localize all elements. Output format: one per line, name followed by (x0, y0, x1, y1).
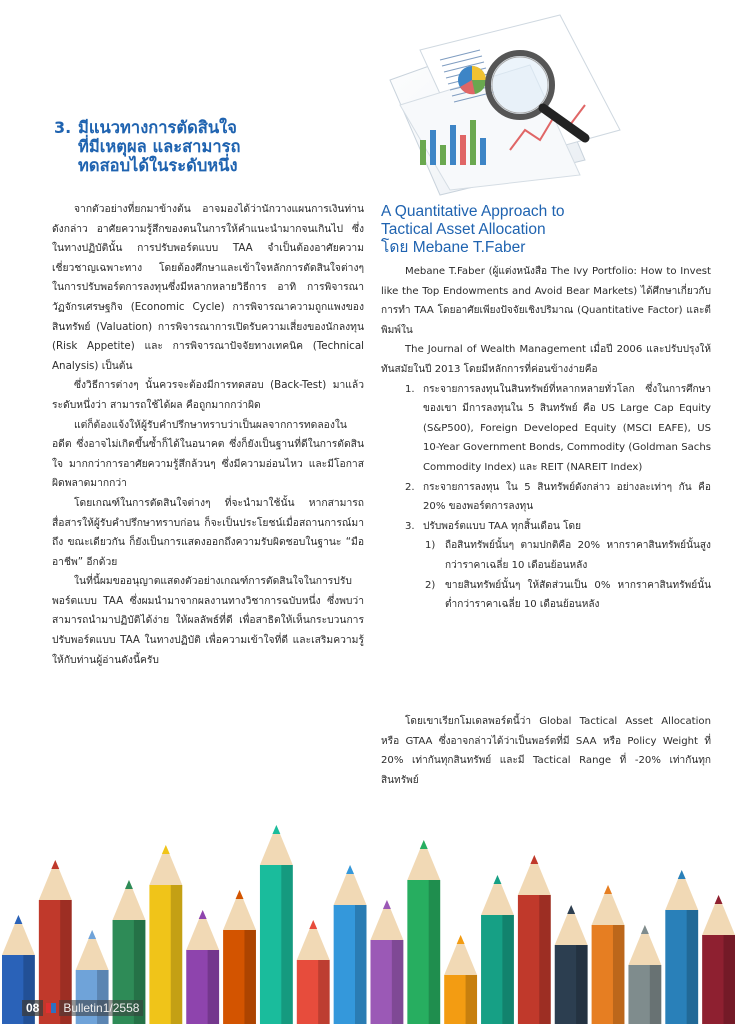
pencil-icon (628, 925, 661, 1024)
section-title-line: ทดสอบได้ในระดับหนึ่ง (78, 156, 238, 175)
pencil-icon (334, 865, 367, 1024)
list-text: กระจายการลงทุน ใน 5 สินทรัพย์ดังกล่าว อย่างละเท่าๆ กัน คือ 20% ของพอร์ตการลงทุน (423, 481, 711, 513)
list-number: 3. (405, 520, 415, 532)
pencil-icon (149, 845, 182, 1024)
pencil-icon (555, 905, 588, 1024)
list-item (381, 380, 711, 478)
body-paragraph: โดยเกณฑ์ในการตัดสินใจต่างๆ ที่จะนำมาใช้นั้น หากสามารถสื่อสารให้ผู้รับคำปรึกษาทราบก่อน ก็จะเป็นประโยชน์เมื่อสถานการณ์มาถึง ขณะเดียวกัน ก็ยังเป็นการแสดงออกถึงความรับผิดชอบในฐานะ “มืออาชีพ” อีกด้วย (52, 496, 364, 568)
body-paragraph: จากตัวอย่างที่ยกมาข้างต้น อาจมองได้ว่านักวางแผนการเงินท่านดังกล่าว อาศัยความรู้สึกของตนในการให้คำแนะนำมากจนเกินไป ซึ่งในทางปฏิบัตินั้น การปรับพอร์ตแบบ TAA จำเป็นต้องอาศัยความเชี่ยวชาญเฉพาะทาง โดยต้องศึกษาและเข้าใจหลักการตัดสินใจต่างๆ ในการปรับพอร์ตการลงทุนซึ่งมีหลากหลายวิธีการ อาทิ การพิจารณาวัฏจักรเศรษฐกิจ (Economic Cycle) การพิจารณาความถูกแพงของสินทรัพย์ (Valuation) การพิจารณาการเปิดรับความเสี่ยงของนักลงทุน (Risk Appetite) และ การพิจารณาปัจจัยทางเทคนิค (Technical Analysis) เป็นต้น (52, 203, 364, 372)
charts-magnifier-illustration (380, 10, 635, 200)
sub-list-text: ขายสินทรัพย์นั้นๆ ให้สัดส่วนเป็น 0% หากราคาสินทรัพย์นั้นต่ำกว่าราคาเฉลี่ย 10 เดือนย้อนหลัง (445, 579, 711, 611)
list-item (381, 478, 711, 517)
sub-list-item (381, 576, 711, 615)
body-paragraph: ในที่นี้ผมขออนุญาตแสดงตัวอย่างเกณฑ์การตัดสินใจในการปรับพอร์ตแบบ TAA ซึ่งผมนำมาจากผลงานทางวิชาการฉบับหนึ่ง ซึ่งพบว่าสามารถนำมาปฏิบัติได้ง่าย ให้ผลลัพธ์ที่ดี เพื่อสาธิตให้เห็นกระบวนการปรับพอร์ตแบบ TAA ในทางปฏิบัติ เพื่อความเข้าใจที่ดี และเสริมความรู้ให้กับท่านผู้อ่านดังนี้ครับ (52, 575, 364, 666)
pencil-icon (665, 870, 698, 1024)
pencil-icon (444, 935, 477, 1024)
closing-paragraph: โดยเขาเรียกโมเดลพอร์ตนี้ว่า Global Tactical Asset Allocation หรือ GTAA ซึ่งอาจกล่าวได้ว่าเป็นพอร์ตที่มี SAA หรือ Policy Weight ที่ 20% เท่ากันทุกสินทรัพย์ และมี Tactical Range ที่ -20% เท่ากันทุกสินทรัพย์ (381, 716, 711, 786)
sub-list-item (381, 536, 711, 575)
article-heading-line: A Quantitative Approach to (381, 203, 565, 220)
pencil-icon (407, 840, 440, 1024)
left-column-body (52, 200, 364, 670)
sub-list-text: ถือสินทรัพย์นั้นๆ ตามปกติคือ 20% หากราคาสินทรัพย์นั้นสูงกว่าราคาเฉลี่ย 10 เดือนย้อนหลัง (445, 540, 711, 571)
footer-issue: 1/2558 (102, 1001, 140, 1015)
intro-paragraph: The Journal of Wealth Management เมื่อปี 2006 และปรับปรุงให้ทันสมัยในปี 2013 โดยมีหลักการที่ค่อนข้างง่ายคือ (381, 344, 711, 375)
footer-brand (59, 1000, 143, 1016)
pencil-icon (297, 920, 330, 1024)
sub-list-number: 2) (425, 579, 436, 591)
list-number: 1. (405, 383, 415, 395)
pencil-icon (481, 875, 514, 1024)
list-text: ปรับพอร์ตแบบ TAA ทุกสิ้นเดือน โดย (423, 520, 582, 532)
right-column-body (381, 262, 711, 615)
pencil-icon (371, 900, 404, 1024)
intro-paragraph: Mebane T.Faber (ผู้แต่งหนังสือ The Ivy Portfolio: How to Invest like the Top Endowments and Avoid Bear Markets) ได้ศึกษาเกี่ยวกับการทำ TAA โดยอาศัยเพียงปัจจัยเชิงปริมาณ (Quantitative Factor) และตีพิมพ์ใน (381, 266, 711, 336)
closing-paragraph-block (381, 712, 711, 790)
pencil-icon (186, 910, 219, 1024)
footer-brand-name: Bulletin (63, 1001, 103, 1015)
section-title-line: มีแนวทางการตัดสินใจ (78, 118, 237, 137)
page-footer (22, 998, 143, 1018)
pencil-icon (592, 885, 625, 1024)
article-heading-line: Tactical Asset Allocation (381, 221, 546, 238)
pencils-decoration (0, 800, 737, 1024)
article-heading-line: โดย Mebane T.Faber (381, 239, 526, 256)
sub-list-number: 1) (425, 540, 436, 552)
body-paragraph: แต่ก็ต้องแจ้งให้ผู้รับคำปรึกษาทราบว่าเป็นผลจากการทดลองในอดีต ซึ่งอาจไม่เกิดขึ้นซ้ำก็ได้ในอนาคต ซึ่งก็ยังเป็นฐานที่ดีในการตัดสินใจ มากกว่าการอาศัยความรู้สึกล้วนๆ ซึ่งมีความอ่อนไหว และมีโอกาสผิดพลาดมากกว่า (52, 418, 364, 490)
bulletin-logo-icon (46, 1003, 56, 1013)
pencil-icon (223, 890, 256, 1024)
page-number: 08 (22, 1000, 43, 1016)
body-paragraph: ซึ่งวิธีการต่างๆ นั้นควรจะต้องมีการทดสอบ (Back-Test) มาแล้วระดับหนึ่งว่า สามารถใช้ได้ผล คือถูกมากกว่าผิด (52, 379, 364, 411)
section-title-line: ที่มีเหตุผล และสามารถ (78, 137, 241, 156)
article-heading (381, 203, 711, 257)
section-3-heading (54, 118, 334, 175)
list-text: กระจายการลงทุนในสินทรัพย์ที่หลากหลายทั่วโลก ซึ่งในการศึกษาของเขา มีการลงทุนใน 5 สินทรัพย์ คือ US Large Cap Equity (S&P500), Foreign Developed Equity (MSCI EAFE), US 10-Year Government Bonds, Commodity (Goldman Sachs Commodity Index) และ REIT (NAREIT Index) (423, 383, 711, 473)
method-list (381, 380, 711, 615)
list-number: 2. (405, 481, 415, 493)
list-item (381, 517, 711, 537)
pencil-icon (518, 855, 551, 1024)
pencil-icon (260, 825, 293, 1024)
pencil-icon (702, 895, 735, 1024)
section-number: 3. (54, 118, 72, 137)
